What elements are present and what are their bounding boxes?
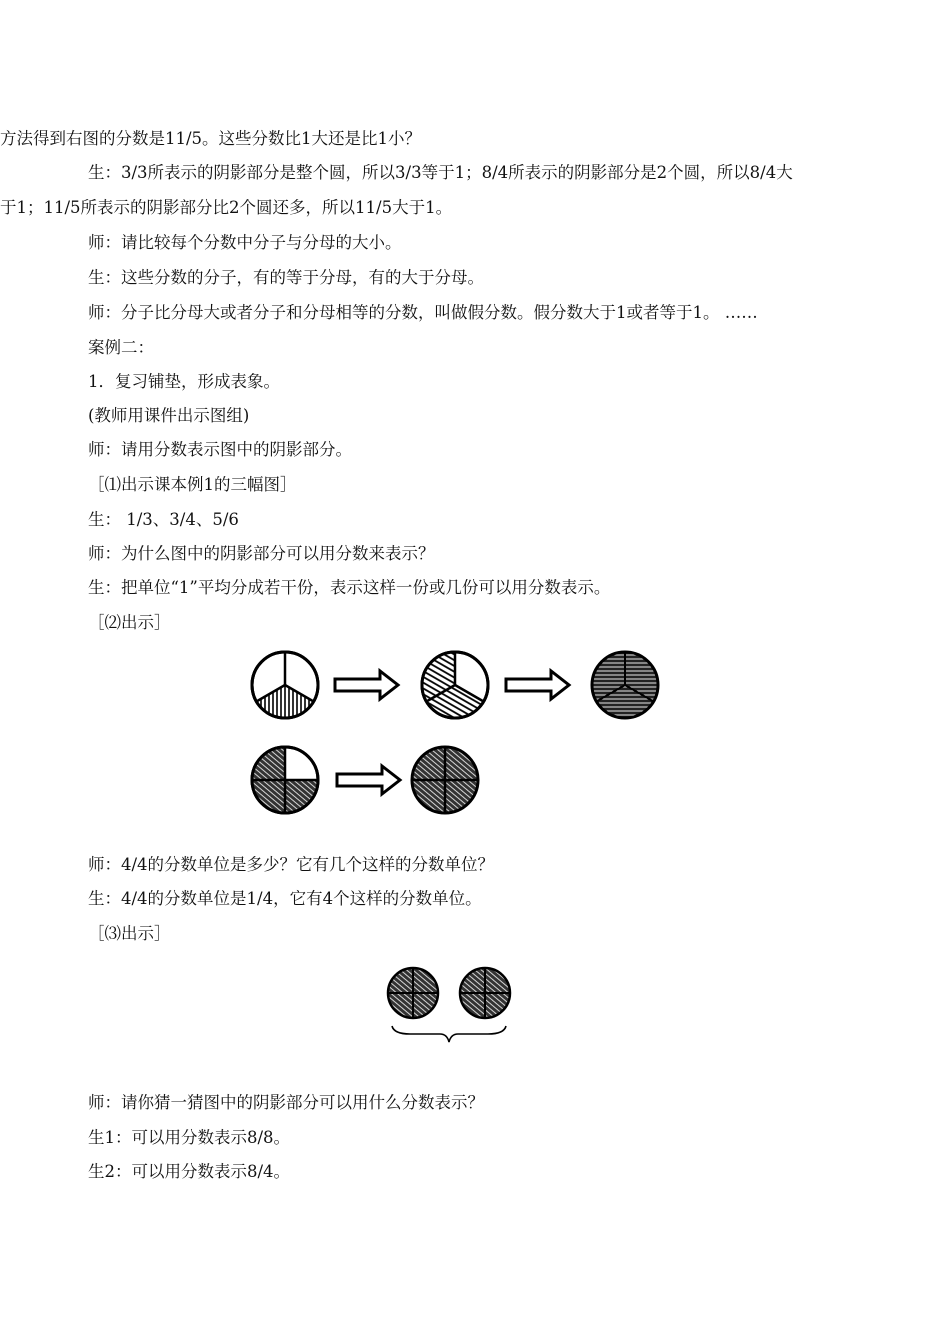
- brace-icon: [392, 1026, 506, 1042]
- paragraph: (教师用课件出示图组): [88, 406, 250, 425]
- arrow-icon: [335, 671, 398, 699]
- paragraph: 生：4/4的分数单位是1/4，它有4个这样的分数单位。: [88, 889, 482, 908]
- circle-three-quarters: [252, 747, 318, 813]
- paragraph: 师：分子比分母大或者分子和分母相等的分数，叫做假分数。假分数大于1或者等于1。 ……: [88, 303, 758, 322]
- paragraph: 师：请比较每个分数中分子与分母的大小。: [88, 233, 402, 252]
- paragraph: ［⑵出示］: [88, 613, 171, 632]
- circle-full-quartered: [412, 747, 478, 813]
- paragraph: 师：为什么图中的阴影部分可以用分数来表示？: [88, 544, 435, 563]
- arrow-icon: [506, 671, 569, 699]
- paragraph: 师：请你猜一猜图中的阴影部分可以用什么分数表示？: [88, 1093, 484, 1112]
- paragraph: 方法得到右图的分数是11/5。这些分数比1大还是比1小？: [0, 129, 422, 148]
- paragraph: 生1：可以用分数表示8/8。: [88, 1128, 291, 1147]
- circle-full-quartered: [460, 968, 510, 1018]
- circle-full: [592, 652, 658, 718]
- circle-one-third: [252, 652, 318, 718]
- paragraph: 师：4/4的分数单位是多少？它有几个这样的分数单位？: [88, 855, 495, 874]
- paragraph: 生：3/3所表示的阴影部分是整个圆，所以3/3等于1；8/4所表示的阴影部分是2个圆，所以8/4大: [88, 163, 793, 182]
- circle-two-thirds: [422, 652, 488, 718]
- paragraph: 生：把单位“1”平均分成若干份，表示这样一份或几份可以用分数表示。: [88, 578, 611, 597]
- paragraph: 师：请用分数表示图中的阴影部分。: [88, 440, 352, 459]
- section-heading: 案例二：: [88, 338, 154, 357]
- paragraph: ［⑶出示］: [88, 924, 171, 943]
- arrow-icon: [337, 766, 400, 794]
- paragraph: 生：这些分数的分子，有的等于分母，有的大于分母。: [88, 268, 484, 287]
- paragraph: 生2：可以用分数表示8/4。: [88, 1162, 291, 1181]
- paragraph: 1．复习铺垫，形成表象。: [88, 372, 280, 391]
- fraction-figure-1: [240, 645, 680, 830]
- circle-full-quartered: [388, 968, 438, 1018]
- paragraph: ［⑴出示课本例1的三幅图］: [88, 475, 297, 494]
- paragraph: 于1；11/5所表示的阴影部分比2个圆还多，所以11/5大于1。: [0, 198, 453, 217]
- paragraph: 生： 1/3、3/4、5/6: [88, 510, 239, 529]
- fraction-figure-2: [380, 962, 520, 1052]
